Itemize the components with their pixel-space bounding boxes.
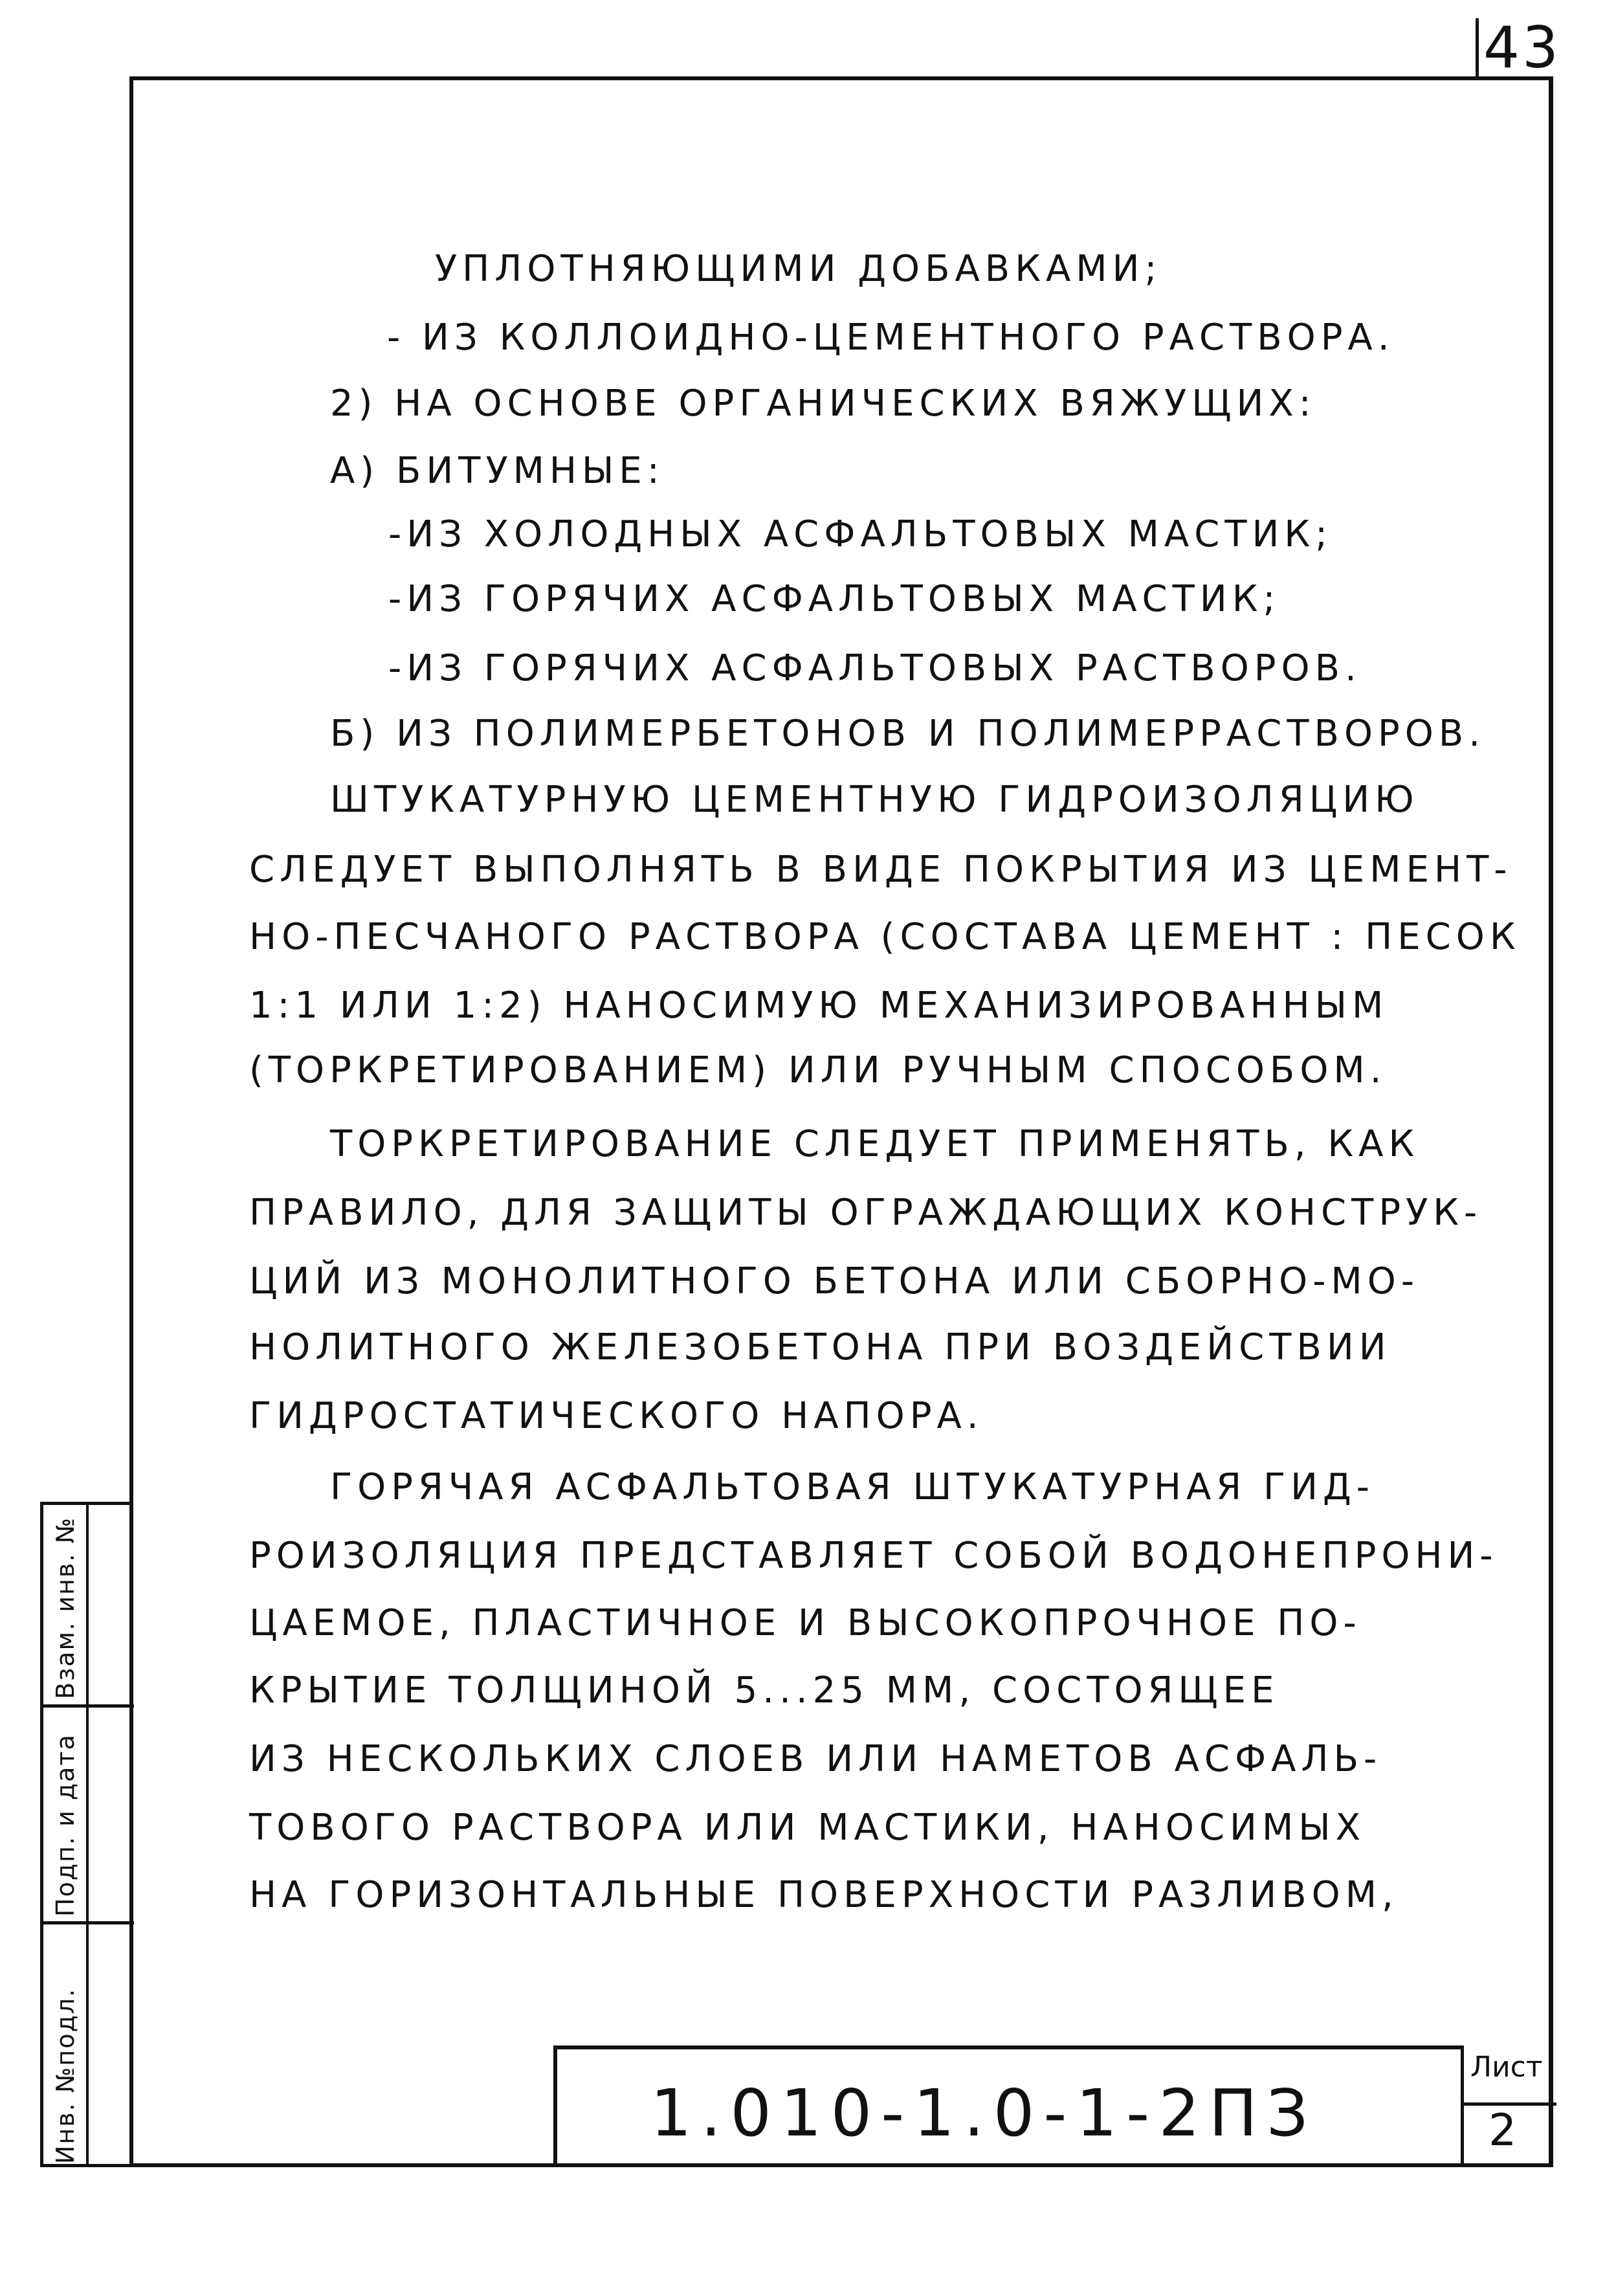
page-number-rule [1476, 18, 1479, 78]
sheet-number: 2 [1489, 2105, 1517, 2156]
text-line: КРЫТИЕ ТОЛЩИНОЙ 5...25 ММ, СОСТОЯЩЕЕ [249, 1669, 1279, 1711]
text-line: ГИДРОСТАТИЧЕСКОГО НАПОРА. [249, 1395, 984, 1437]
text-line: НО-ПЕСЧАНОГО РАСТВОРА (СОСТАВА ЦЕМЕНТ : ПЕСОК [249, 916, 1521, 958]
text-line: ТОВОГО РАСТВОРА ИЛИ МАСТИКИ, НАНОСИМЫХ [249, 1807, 1366, 1849]
text-line: А) БИТУМНЫЕ: [330, 450, 665, 492]
approval-stamp [40, 1502, 131, 2167]
stamp-podp-data: Подп. и дата [51, 1733, 80, 1917]
sheet-label: Лист [1470, 2051, 1543, 2084]
stamp-rule [43, 1921, 134, 1924]
text-line: -ИЗ ГОРЯЧИХ АСФАЛЬТОВЫХ МАСТИК; [388, 578, 1281, 620]
text-line: ТОРКРЕТИРОВАНИЕ СЛЕДУЕТ ПРИМЕНЯТЬ, КАК [330, 1123, 1420, 1165]
text-line: -ИЗ ГОРЯЧИХ АСФАЛЬТОВЫХ РАСТВОРОВ. [388, 647, 1362, 689]
text-line: ИЗ НЕСКОЛЬКИХ СЛОЕВ ИЛИ НАМЕТОВ АСФАЛЬ- [249, 1738, 1382, 1780]
text-line: ЦИЙ ИЗ МОНОЛИТНОГО БЕТОНА ИЛИ СБОРНО-МО- [249, 1260, 1420, 1302]
text-line: 1:1 ИЛИ 1:2) НАНОСИМУЮ МЕХАНИЗИРОВАННЫМ [249, 985, 1389, 1027]
text-line: 2) НА ОСНОВЕ ОРГАНИЧЕСКИХ ВЯЖУЩИХ: [330, 383, 1316, 425]
text-line: НОЛИТНОГО ЖЕЛЕЗОБЕТОНА ПРИ ВОЗДЕЙСТВИИ [249, 1326, 1391, 1368]
page-number: 43 [1483, 14, 1561, 81]
stamp-rule [43, 1704, 134, 1708]
stamp-inv-podl: Инв. №подл. [51, 1987, 80, 2164]
text-line: ГОРЯЧАЯ АСФАЛЬТОВАЯ ШТУКАТУРНАЯ ГИД- [330, 1466, 1375, 1508]
text-line: (ТОРКРЕТИРОВАНИЕМ) ИЛИ РУЧНЫМ СПОСОБОМ. [249, 1049, 1387, 1091]
text-line: Б) ИЗ ПОЛИМЕРБЕТОНОВ И ПОЛИМЕРРАСТВОРОВ. [330, 713, 1486, 755]
text-line: ШТУКАТУРНУЮ ЦЕМЕНТНУЮ ГИДРОИЗОЛЯЦИЮ [330, 779, 1419, 821]
text-line: УПЛОТНЯЮЩИМИ ДОБАВКАМИ; [435, 248, 1162, 290]
text-line: СЛЕДУЕТ ВЫПОЛНЯТЬ В ВИДЕ ПОКРЫТИЯ ИЗ ЦЕМЕНТ- [249, 849, 1512, 891]
document-code: 1.010-1.0-1-2ПЗ [650, 2075, 1318, 2151]
text-line: -ИЗ ХОЛОДНЫХ АСФАЛЬТОВЫХ МАСТИК; [388, 513, 1333, 555]
text-line: ЦАЕМОЕ, ПЛАСТИЧНОЕ И ВЫСОКОПРОЧНОЕ ПО- [249, 1602, 1362, 1644]
text-line: ПРАВИЛО, ДЛЯ ЗАЩИТЫ ОГРАЖДАЮЩИХ КОНСТРУК- [249, 1192, 1483, 1234]
text-line: НА ГОРИЗОНТАЛЬНЫЕ ПОВЕРХНОСТИ РАЗЛИВОМ, [249, 1874, 1399, 1916]
text-line: РОИЗОЛЯЦИЯ ПРЕДСТАВЛЯЕТ СОБОЙ ВОДОНЕПРОНИ- [249, 1535, 1498, 1577]
text-line: - ИЗ КОЛЛОИДНО-ЦЕМЕНТНОГО РАСТВОРА. [387, 317, 1395, 359]
stamp-vzam-inv: Взам. инв. № [51, 1516, 80, 1699]
